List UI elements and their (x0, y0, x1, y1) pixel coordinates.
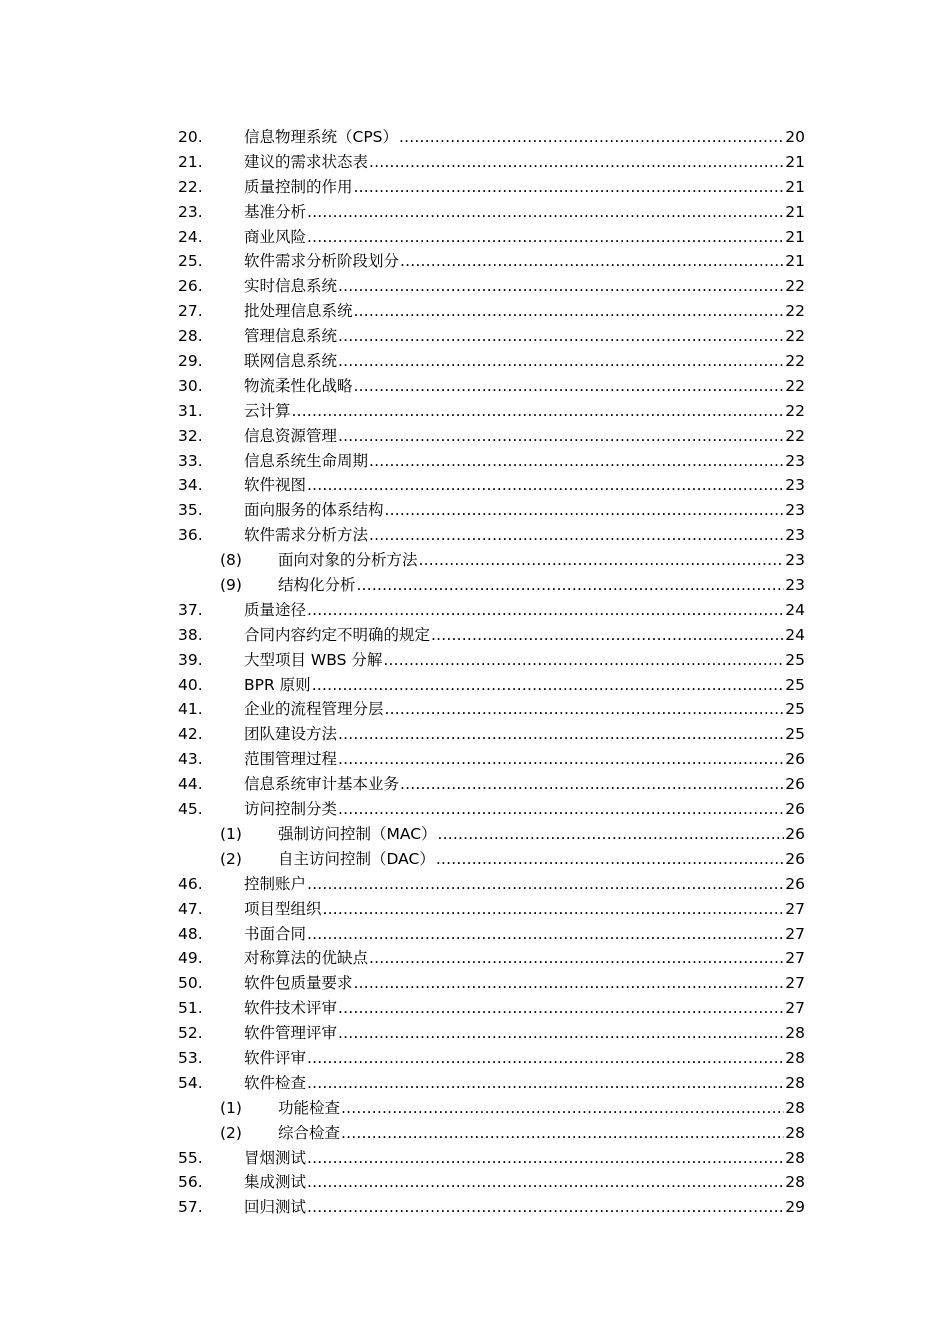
toc-entry-number: (2) (220, 1123, 242, 1142)
toc-subentry[interactable] (178, 573, 805, 598)
toc-entry[interactable] (178, 424, 805, 449)
toc-entry-number: 55. (178, 1148, 203, 1167)
toc-entry-title: BPR 原则 (244, 675, 311, 694)
toc-entry-number: 27. (178, 302, 203, 321)
dot-leader (431, 623, 784, 648)
toc-entry-number: 53. (178, 1048, 203, 1067)
toc-entry-number: 49. (178, 949, 203, 968)
toc-entry-title: 基准分析 (244, 202, 307, 221)
toc-entry[interactable] (178, 200, 805, 225)
toc-entry-title: 对称算法的优缺点 (244, 949, 369, 968)
dot-leader (307, 473, 784, 498)
dot-leader (312, 673, 785, 698)
toc-entry-page-number: 27 (785, 999, 805, 1018)
toc-entry[interactable] (178, 772, 805, 797)
toc-entry-number: 43. (178, 750, 203, 769)
toc-entry-title: 大型项目 WBS 分解 (244, 650, 383, 669)
toc-entry-page-number: 26 (785, 824, 805, 843)
toc-entry-title: 物流柔性化战略 (244, 376, 353, 395)
toc-entry-number: 21. (178, 152, 203, 171)
toc-entry-page-number: 23 (785, 551, 805, 570)
toc-entry-title: 项目型组织 (244, 899, 322, 918)
toc-entry-title: 建议的需求状态表 (244, 152, 369, 171)
dot-leader (338, 1021, 784, 1046)
toc-entry[interactable] (178, 449, 805, 474)
toc-entry[interactable] (178, 797, 805, 822)
dot-leader (338, 424, 784, 449)
toc-entry[interactable] (178, 971, 805, 996)
dot-leader (419, 548, 785, 573)
dot-leader (385, 697, 785, 722)
toc-entry[interactable] (178, 374, 805, 399)
toc-entry-page-number: 23 (785, 451, 805, 470)
toc-entry-page-number: 21 (785, 152, 805, 171)
dot-leader (307, 1170, 784, 1195)
toc-entry[interactable] (178, 150, 805, 175)
toc-entry[interactable] (178, 125, 805, 150)
toc-entry-number: (2) (220, 849, 242, 868)
toc-entry-number: 34. (178, 476, 203, 495)
dot-leader (369, 150, 784, 175)
dot-leader (307, 225, 784, 250)
toc-entry-title: 软件视图 (244, 476, 307, 495)
dot-leader (354, 971, 785, 996)
dot-leader (354, 374, 785, 399)
toc-entry-page-number: 23 (785, 526, 805, 545)
toc-entry[interactable] (178, 897, 805, 922)
toc-entry-page-number: 26 (785, 775, 805, 794)
toc-entry-page-number: 27 (785, 949, 805, 968)
toc-entry-title: 集成测试 (244, 1173, 307, 1192)
toc-entry-page-number: 21 (785, 177, 805, 196)
toc-entry-page-number: 23 (785, 476, 805, 495)
toc-subentry[interactable] (178, 1121, 805, 1146)
toc-entry-page-number: 28 (785, 1148, 805, 1167)
toc-entry[interactable] (178, 673, 805, 698)
toc-entry-title: 质量途径 (244, 600, 307, 619)
toc-entry[interactable] (178, 747, 805, 772)
toc-entry[interactable] (178, 1195, 805, 1220)
dot-leader (341, 1121, 784, 1146)
toc-entry[interactable] (178, 922, 805, 947)
dot-leader (338, 996, 784, 1021)
dot-leader (338, 274, 784, 299)
toc-entry-page-number: 25 (785, 675, 805, 694)
toc-entry-title: 软件技术评审 (244, 999, 338, 1018)
dot-leader (338, 722, 784, 747)
dot-leader (354, 299, 785, 324)
toc-entry[interactable] (178, 1071, 805, 1096)
toc-entry-number: 50. (178, 974, 203, 993)
toc-entry[interactable] (178, 349, 805, 374)
toc-entry-number: (8) (220, 551, 242, 570)
toc-entry-page-number: 26 (785, 874, 805, 893)
toc-entry-page-number: 28 (785, 1123, 805, 1142)
dot-leader (307, 1046, 784, 1071)
toc-entry-title: 冒烟测试 (244, 1148, 307, 1167)
dot-leader (307, 1195, 784, 1220)
toc-entry-title: 综合检查 (278, 1123, 341, 1142)
toc-entry-number: 31. (178, 401, 203, 420)
toc-entry-page-number: 22 (785, 426, 805, 445)
toc-entry-page-number: 24 (785, 600, 805, 619)
toc-entry[interactable] (178, 498, 805, 523)
dot-leader (307, 922, 784, 947)
toc-entry-number: 39. (178, 650, 203, 669)
toc-entry-page-number: 22 (785, 327, 805, 346)
toc-entry[interactable] (178, 274, 805, 299)
toc-entry[interactable] (178, 175, 805, 200)
toc-entry[interactable] (178, 697, 805, 722)
toc-entry-number: 29. (178, 352, 203, 371)
toc-entry[interactable] (178, 1170, 805, 1195)
toc-entry[interactable] (178, 1146, 805, 1171)
toc-entry-title: 软件检查 (244, 1073, 307, 1092)
toc-entry-number: 37. (178, 600, 203, 619)
toc-entry-number: 22. (178, 177, 203, 196)
dot-leader (369, 946, 784, 971)
toc-entry[interactable] (178, 623, 805, 648)
toc-entry-number: 28. (178, 327, 203, 346)
toc-entry-title: 访问控制分类 (244, 800, 338, 819)
toc-entry-title: 强制访问控制（MAC） (278, 824, 437, 843)
toc-entry-number: 54. (178, 1073, 203, 1092)
toc-entry-number: 41. (178, 700, 203, 719)
toc-entry-title: 控制账户 (244, 874, 307, 893)
toc-entry-number: 52. (178, 1024, 203, 1043)
dot-leader (438, 822, 785, 847)
toc-entry-page-number: 25 (785, 650, 805, 669)
toc-entry[interactable] (178, 399, 805, 424)
toc-entry[interactable] (178, 722, 805, 747)
toc-entry-number: 51. (178, 999, 203, 1018)
toc-entry-title: 实时信息系统 (244, 277, 338, 296)
dot-leader (307, 598, 784, 623)
toc-entry-page-number: 20 (785, 128, 805, 146)
dot-leader (338, 349, 784, 374)
toc-entry-page-number: 27 (785, 974, 805, 993)
toc-entry-page-number: 25 (785, 725, 805, 744)
dot-leader (436, 847, 784, 872)
toc-entry-title: 书面合同 (244, 924, 307, 943)
dot-leader (338, 797, 784, 822)
toc-entry-number: (9) (220, 576, 242, 595)
toc-entry-title: 云计算 (244, 401, 291, 420)
table-of-contents (178, 125, 805, 1220)
toc-entry-title: 商业风险 (244, 227, 307, 246)
toc-entry-title: 软件需求分析方法 (244, 526, 369, 545)
toc-entry-title: 面向服务的体系结构 (244, 501, 384, 520)
toc-entry-title: 合同内容约定不明确的规定 (244, 625, 431, 644)
toc-entry-title: 管理信息系统 (244, 327, 338, 346)
dot-leader (307, 200, 784, 225)
toc-entry-number: 48. (178, 924, 203, 943)
toc-entry[interactable] (178, 598, 805, 623)
toc-entry-number: (1) (220, 1098, 242, 1117)
toc-entry[interactable] (178, 1021, 805, 1046)
toc-entry[interactable] (178, 946, 805, 971)
toc-entry-title: 回归测试 (244, 1198, 307, 1217)
toc-entry-number: 56. (178, 1173, 203, 1192)
dot-leader (400, 772, 784, 797)
toc-entry-page-number: 21 (785, 202, 805, 221)
dot-leader (307, 1146, 784, 1171)
toc-entry-page-number: 22 (785, 376, 805, 395)
toc-entry-number: 26. (178, 277, 203, 296)
toc-entry-number: 45. (178, 800, 203, 819)
dot-leader (399, 125, 784, 150)
toc-entry[interactable] (178, 324, 805, 349)
toc-entry-number: 23. (178, 202, 203, 221)
toc-entry-page-number: 26 (785, 800, 805, 819)
toc-entry-title: 企业的流程管理分层 (244, 700, 384, 719)
toc-entry-title: 自主访问控制（DAC） (278, 849, 435, 868)
toc-entry-page-number: 22 (785, 401, 805, 420)
toc-entry[interactable] (178, 872, 805, 897)
toc-entry-number: 40. (178, 675, 203, 694)
toc-entry-title: 信息系统生命周期 (244, 451, 369, 470)
toc-entry-page-number: 22 (785, 352, 805, 371)
dot-leader (307, 1071, 784, 1096)
toc-entry[interactable] (178, 299, 805, 324)
dot-leader (385, 498, 785, 523)
toc-entry-title: 团队建设方法 (244, 725, 338, 744)
dot-leader (338, 747, 784, 772)
toc-entry-page-number: 28 (785, 1173, 805, 1192)
toc-entry-title: 软件需求分析阶段划分 (244, 252, 400, 271)
toc-entry-title: 软件包质量要求 (244, 974, 353, 993)
toc-entry-title: 批处理信息系统 (244, 302, 353, 321)
toc-entry-page-number: 29 (785, 1198, 805, 1217)
toc-entry-page-number: 26 (785, 750, 805, 769)
toc-entry-page-number: 23 (785, 501, 805, 520)
toc-entry[interactable] (178, 473, 805, 498)
toc-entry-title: 信息资源管理 (244, 426, 338, 445)
toc-entry-number: 46. (178, 874, 203, 893)
toc-entry-number: (1) (220, 824, 242, 843)
toc-entry-number: 47. (178, 899, 203, 918)
toc-entry-title: 结构化分析 (278, 576, 356, 595)
toc-entry-page-number: 22 (785, 302, 805, 321)
dot-leader (400, 249, 784, 274)
toc-entry-page-number: 23 (785, 576, 805, 595)
dot-leader (292, 399, 785, 424)
dot-leader (323, 897, 785, 922)
toc-entry-title: 信息物理系统（CPS） (244, 128, 399, 146)
dot-leader (369, 523, 784, 548)
toc-entry-page-number: 24 (785, 625, 805, 644)
toc-subentry[interactable] (178, 847, 805, 872)
toc-entry-number: 36. (178, 526, 203, 545)
toc-entry-page-number: 25 (785, 700, 805, 719)
toc-entry-page-number: 27 (785, 924, 805, 943)
toc-entry-number: 30. (178, 376, 203, 395)
toc-entry-page-number: 22 (785, 277, 805, 296)
toc-entry-page-number: 28 (785, 1024, 805, 1043)
toc-entry-number: 35. (178, 501, 203, 520)
toc-entry[interactable] (178, 249, 805, 274)
toc-entry-page-number: 28 (785, 1098, 805, 1117)
toc-subentry[interactable] (178, 1096, 805, 1121)
toc-entry[interactable] (178, 1046, 805, 1071)
toc-entry-page-number: 21 (785, 227, 805, 246)
toc-entry-page-number: 26 (785, 849, 805, 868)
toc-entry-page-number: 28 (785, 1073, 805, 1092)
dot-leader (383, 648, 784, 673)
toc-entry[interactable] (178, 648, 805, 673)
toc-entry[interactable] (178, 225, 805, 250)
toc-entry-title: 质量控制的作用 (244, 177, 353, 196)
toc-subentry[interactable] (178, 548, 805, 573)
toc-entry-title: 信息系统审计基本业务 (244, 775, 400, 794)
toc-entry-number: 24. (178, 227, 203, 246)
toc-entry-title: 功能检查 (278, 1098, 341, 1117)
toc-entry-title: 软件管理评审 (244, 1024, 338, 1043)
dot-leader (354, 175, 785, 200)
toc-subentry[interactable] (178, 822, 805, 847)
toc-entry-number: 32. (178, 426, 203, 445)
toc-entry-number: 42. (178, 725, 203, 744)
toc-entry-number: 57. (178, 1198, 203, 1217)
dot-leader (357, 573, 785, 598)
dot-leader (307, 872, 784, 897)
toc-entry-number: 33. (178, 451, 203, 470)
toc-entry[interactable] (178, 996, 805, 1021)
toc-entry-page-number: 27 (785, 899, 805, 918)
dot-leader (338, 324, 784, 349)
toc-entry-title: 范围管理过程 (244, 750, 338, 769)
toc-entry-number: 20. (178, 128, 203, 146)
dot-leader (369, 449, 784, 474)
toc-entry[interactable] (178, 523, 805, 548)
toc-entry-title: 联网信息系统 (244, 352, 338, 371)
toc-entry-number: 25. (178, 252, 203, 271)
toc-entry-number: 38. (178, 625, 203, 644)
toc-entry-number: 44. (178, 775, 203, 794)
toc-entry-page-number: 21 (785, 252, 805, 271)
toc-entry-page-number: 28 (785, 1048, 805, 1067)
dot-leader (341, 1096, 784, 1121)
toc-entry-title: 软件评审 (244, 1048, 307, 1067)
toc-entry-title: 面向对象的分析方法 (278, 551, 418, 570)
